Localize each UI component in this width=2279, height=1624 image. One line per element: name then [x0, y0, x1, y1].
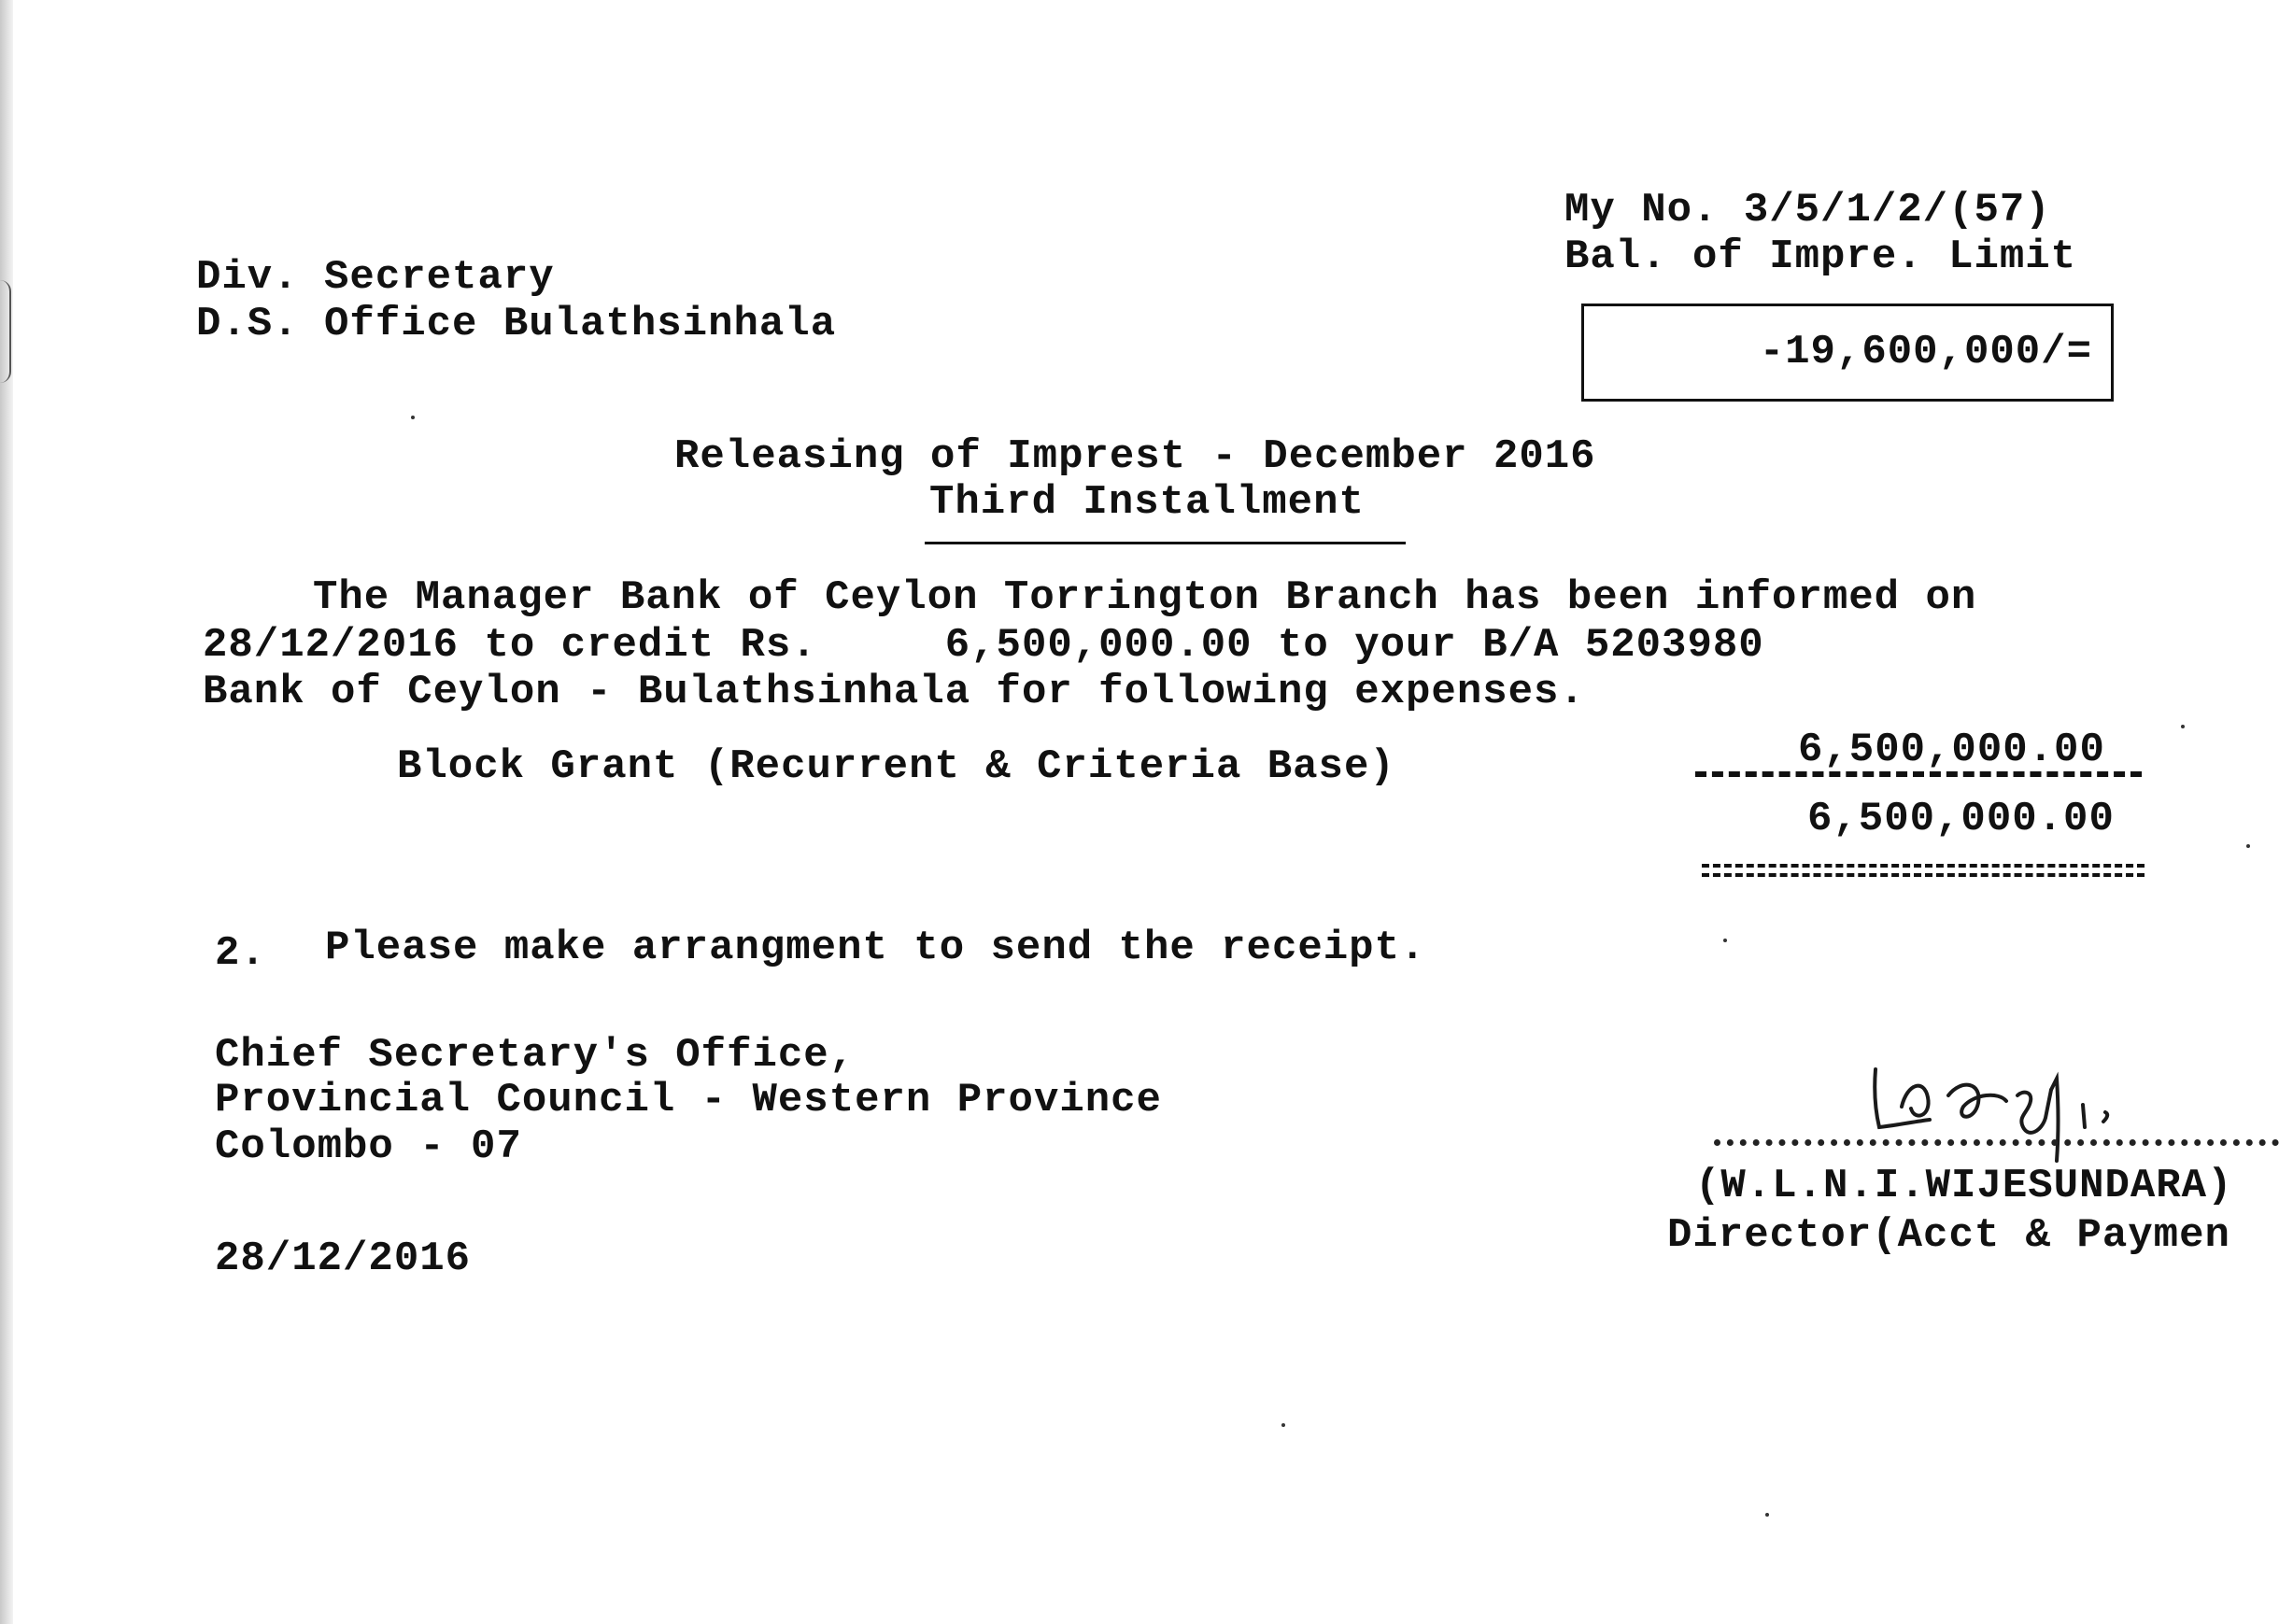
balance-label: Bal. of Impre. Limit	[1564, 233, 2077, 280]
body-line-1: The Manager Bank of Ceylon Torrington Branch has been informed on	[313, 574, 1977, 621]
subject-title: Releasing of Imprest - December 2016	[674, 433, 1596, 480]
note-text: Please make arrangment to send the receipt.	[325, 925, 1426, 971]
scan-speck	[1765, 1513, 1769, 1517]
expense-label: Block Grant (Recurrent & Criteria Base)	[397, 743, 1395, 790]
sender-council: Provincial Council - Western Province	[215, 1077, 1162, 1123]
note-number: 2.	[215, 930, 266, 977]
expense-amount: 6,500,000.00	[1798, 727, 2105, 773]
subject-underline	[925, 542, 1406, 544]
expense-total: 6,500,000.00	[1807, 796, 2115, 842]
addressee-title: Div. Secretary	[196, 254, 555, 301]
signature-line	[1714, 1139, 2279, 1146]
bank-name: Bank of Ceylon - Bulathsinhala	[203, 669, 971, 715]
subtotal-rule	[1695, 771, 2142, 777]
scan-speck	[2246, 844, 2250, 848]
body-line-3-rest: for following expenses.	[970, 669, 1585, 715]
total-double-rule	[1702, 864, 2145, 877]
scan-edge	[0, 0, 13, 1624]
addressee-office: D.S. Office Bulathsinhala	[196, 301, 837, 347]
balance-box	[1581, 304, 2114, 402]
scan-speck	[1723, 939, 1727, 942]
signatory-title: Director(Acct & Paymen	[1667, 1212, 2230, 1259]
subject-installment: Third Installment	[929, 479, 1365, 526]
body-line-3	[203, 669, 1585, 715]
scan-speck	[2181, 725, 2185, 728]
scan-speck	[1281, 1423, 1285, 1427]
reference-number: My No. 3/5/1/2/(57)	[1564, 187, 2051, 233]
letter-date: 28/12/2016	[215, 1236, 472, 1282]
balance-value: -19,600,000/=	[1759, 329, 2092, 375]
sender-city: Colombo - 07	[215, 1123, 522, 1170]
body-line-2: 28/12/2016 to credit Rs. 6,500,000.00 to your B/A 5203980	[203, 622, 1764, 669]
signatory-name: (W.L.N.I.WIJESUNDARA)	[1695, 1163, 2233, 1209]
scan-speck	[411, 416, 415, 419]
sender-office: Chief Secretary's Office,	[215, 1032, 856, 1079]
edge-mark	[0, 280, 11, 383]
